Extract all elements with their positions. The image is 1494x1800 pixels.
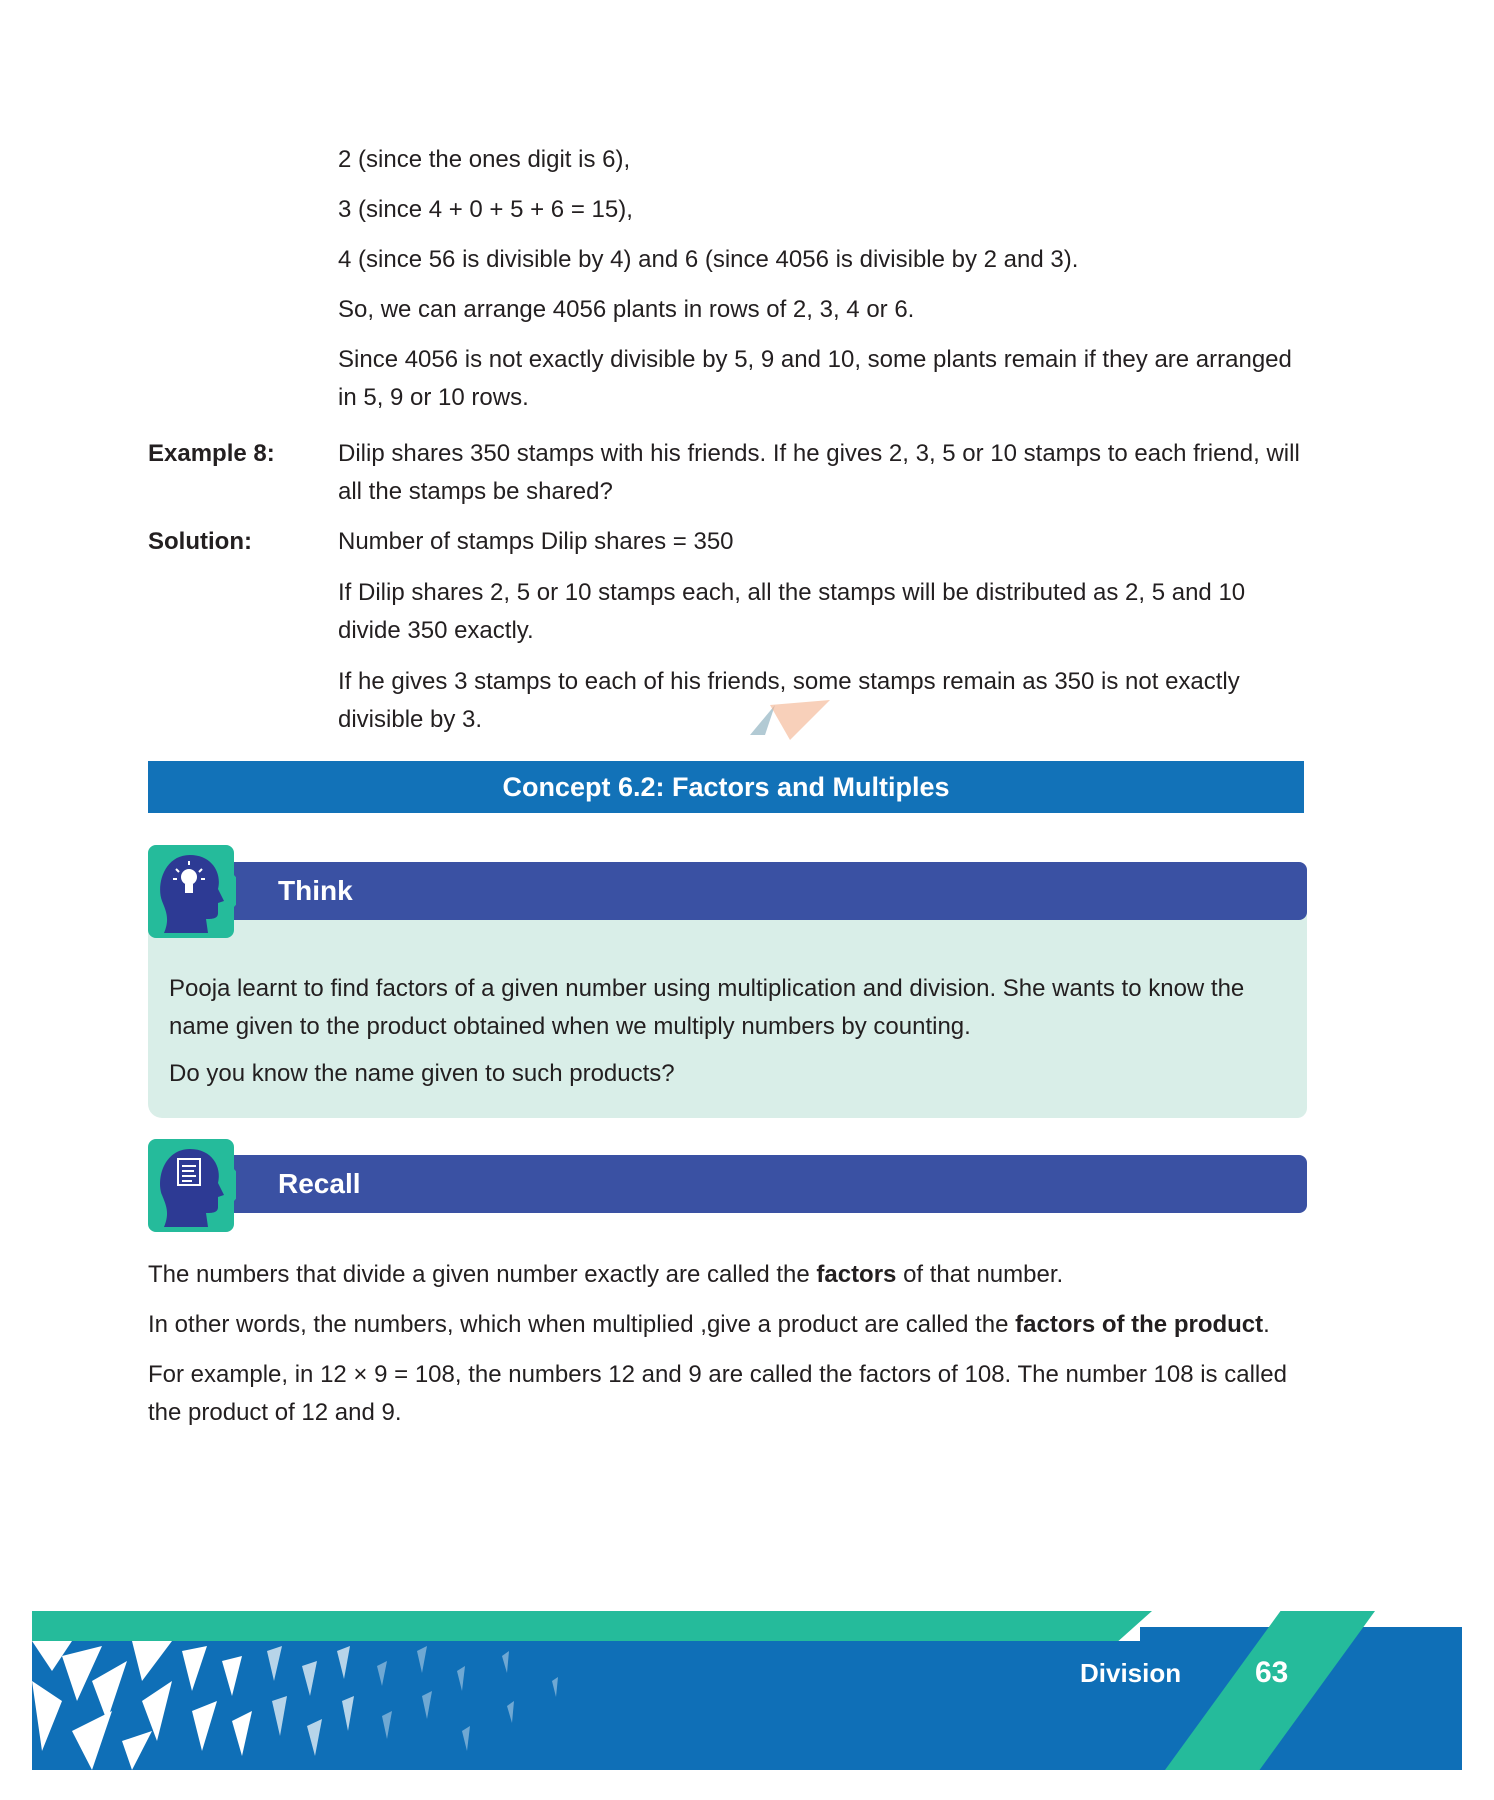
- head-lightbulb-icon: [148, 845, 236, 938]
- text: The numbers that divide a given number exactly are called the: [148, 1261, 817, 1288]
- example-label: Example 8:: [148, 440, 275, 467]
- continuation-line: 3 (since 4 + 0 + 5 + 6 = 15),: [338, 196, 633, 223]
- continuation-line: Since 4056 is not exactly divisible by 5, 9 and 10, some plants remain if they are arranged in 5, 9 or 10 rows.: [338, 346, 1292, 411]
- solution-line: If Dilip shares 2, 5 or 10 stamps each, all the stamps will be distributed as 2, 5 and 10 divide 350 exactly.: [338, 579, 1246, 644]
- text: In other words, the numbers, which when multiplied ,give a product are called the: [148, 1311, 1016, 1338]
- solution-body: [338, 523, 1308, 739]
- recall-body: [148, 1256, 1308, 1445]
- recall-paragraph: For example, in 12 × 9 = 108, the numbers 12 and 9 are called the factors of 108. The number 108 is called the product of 12 and 9.: [148, 1361, 1287, 1426]
- concept-heading: Concept 6.2: Factors and Multiples: [148, 761, 1304, 813]
- recall-header: [200, 1155, 1307, 1213]
- recall-paragraph: [148, 1256, 1308, 1294]
- solution-line: If he gives 3 stamps to each of his friends, some stamps remain as 350 is not exactly divisible by 3.: [338, 668, 1240, 733]
- solution-label: Solution:: [148, 528, 252, 555]
- continuation-line: 2 (since the ones digit is 6),: [338, 146, 631, 173]
- think-question: Do you know the name given to such products?: [169, 1060, 675, 1087]
- footer-band: [32, 1611, 1152, 1641]
- recall-paragraph: [148, 1306, 1308, 1344]
- bold-term: factors of the product: [1015, 1311, 1264, 1338]
- recall-title: Recall: [278, 1168, 361, 1199]
- continuation-line: So, we can arrange 4056 plants in rows of 2, 3, 4 or 6.: [338, 296, 915, 323]
- head-notepad-icon: [148, 1139, 236, 1232]
- think-text: Pooja learnt to find factors of a given number using multiplication and division. She wants to know the name given to the product obtained when we multiply numbers by counting.: [169, 975, 1245, 1040]
- chapter-name: Division: [1080, 1658, 1182, 1688]
- triangle-pattern: [32, 1641, 792, 1770]
- solution-line: Number of stamps Dilip shares = 350: [338, 528, 734, 555]
- solution-row: [148, 523, 1308, 739]
- continuation-line: 4 (since 56 is divisible by 4) and 6 (since 4056 is divisible by 2 and 3).: [338, 246, 1079, 273]
- text: .: [1263, 1311, 1270, 1338]
- bold-term: factors: [816, 1261, 897, 1288]
- think-box: [148, 900, 1307, 1118]
- text: of that number.: [896, 1261, 1064, 1288]
- page-number: 63: [1255, 1656, 1289, 1689]
- think-title: Think: [278, 875, 353, 906]
- example-solution-block: [148, 435, 1308, 739]
- continuation-block: [338, 141, 1308, 430]
- think-header: [200, 862, 1307, 920]
- example-row: [148, 435, 1308, 511]
- example-text: Dilip shares 350 stamps with his friends. If he gives 2, 3, 5 or 10 stamps to each friend, will all the stamps be shared?: [338, 440, 1300, 505]
